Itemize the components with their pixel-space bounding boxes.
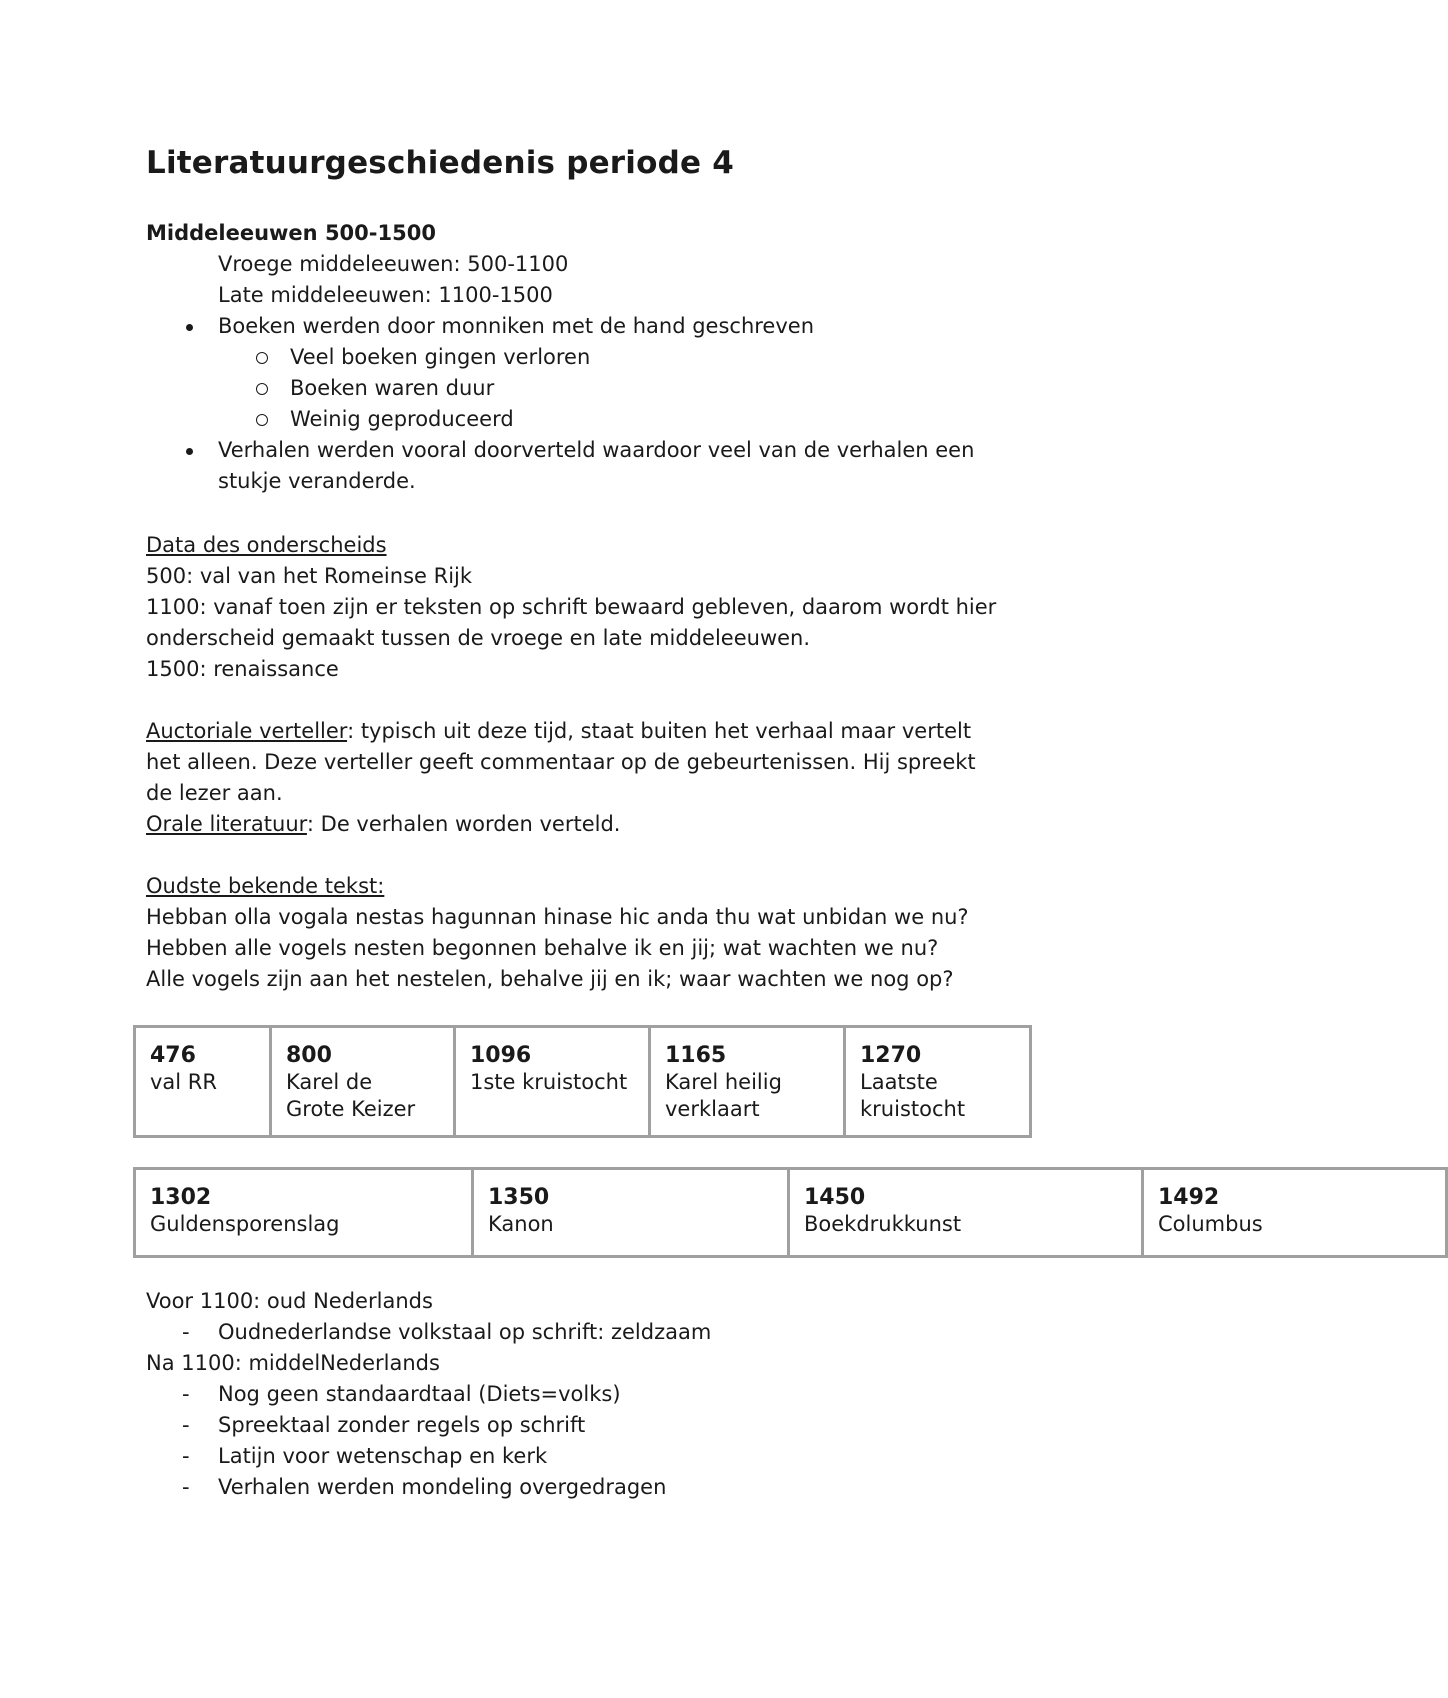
section-heading: Middeleeuwen 500-1500 xyxy=(146,221,436,245)
sub-bullet-text: Weinig geproduceerd xyxy=(290,407,514,431)
section-oudste-tekst xyxy=(146,871,1106,995)
timeline-event: Karel heilig xyxy=(665,1070,782,1094)
sub-bullet-item xyxy=(146,404,1106,435)
dash-bullet: - xyxy=(182,1320,190,1344)
sub-bullet-text: Boeken waren duur xyxy=(290,376,495,400)
data-line: 500: val van het Romeinse Rijk xyxy=(146,564,473,588)
orale-line xyxy=(146,809,1106,840)
taal-heading-voor: Voor 1100: oud Nederlands xyxy=(146,1289,433,1313)
timeline-event: kruistocht xyxy=(860,1097,966,1121)
dash-item xyxy=(146,1441,1106,1472)
bullet-item xyxy=(146,311,1106,342)
oudste-line: Alle vogels zijn aan het nestelen, behalve jij en ik; waar wachten we nog op? xyxy=(146,967,954,991)
data-line: onderscheid gemaakt tussen de vroege en late middeleeuwen. xyxy=(146,626,811,650)
dash-item-text: Oudnederlandse volkstaal op schrift: zeldzaam xyxy=(218,1320,712,1344)
dash-item xyxy=(146,1410,1106,1441)
verteller-line xyxy=(146,716,1106,747)
timeline-event: Grote Keizer xyxy=(286,1097,416,1121)
bullet-item xyxy=(146,435,1106,466)
timeline-event: Boekdrukkunst xyxy=(804,1212,962,1236)
term-orale-literatuur: Orale literatuur xyxy=(146,812,307,836)
bullet-text: Boeken werden door monniken met de hand geschreven xyxy=(218,314,814,338)
oudste-line: Hebban olla vogala nestas hagunnan hinase hic anda thu wat unbidan we nu? xyxy=(146,905,969,929)
bullet-icon xyxy=(186,448,193,455)
dash-item-text: Nog geen standaardtaal (Diets=volks) xyxy=(218,1382,621,1406)
late-period: Late middeleeuwen: 1100-1500 xyxy=(218,283,553,307)
data-line: 1500: renaissance xyxy=(146,657,339,681)
bullet-icon xyxy=(186,324,193,331)
early-period: Vroege middeleeuwen: 500-1100 xyxy=(218,252,569,276)
verteller-line: de lezer aan. xyxy=(146,781,283,805)
dash-bullet: - xyxy=(182,1444,190,1468)
data-line: 1100: vanaf toen zijn er teksten op schrift bewaard gebleven, daarom wordt hier xyxy=(146,595,997,619)
timeline-event: Columbus xyxy=(1158,1212,1263,1236)
dash-bullet: - xyxy=(182,1382,190,1406)
sub-bullet-text: Veel boeken gingen verloren xyxy=(290,345,591,369)
timeline-event: Karel de xyxy=(286,1070,373,1094)
circle-bullet-icon xyxy=(256,414,268,426)
section-middeleeuwen xyxy=(146,218,1106,497)
dash-item-text: Latijn voor wetenschap en kerk xyxy=(218,1444,548,1468)
dash-item xyxy=(146,1317,1106,1348)
timeline-table-1 xyxy=(133,1025,1032,1138)
bullet-text-continued: stukje veranderde. xyxy=(218,469,416,493)
dash-item-text: Verhalen werden mondeling overgedragen xyxy=(218,1475,667,1499)
timeline-cell xyxy=(473,1169,789,1257)
timeline-year: 800 xyxy=(286,1043,332,1068)
sub-bullet-item xyxy=(146,373,1106,404)
timeline-event: verklaart xyxy=(665,1097,760,1121)
timeline-table-2 xyxy=(133,1167,1448,1258)
taal-heading-na: Na 1100: middelNederlands xyxy=(146,1351,440,1375)
term-auctoriale-verteller: Auctoriale verteller xyxy=(146,719,348,743)
timeline-event: Guldensporenslag xyxy=(150,1212,340,1236)
timeline-cell xyxy=(789,1169,1143,1257)
data-heading: Data des onderscheids xyxy=(146,533,387,557)
term-definition: : typisch uit deze tijd, staat buiten het verhaal maar vertelt xyxy=(347,719,972,743)
timeline-event: 1ste kruistocht xyxy=(470,1070,628,1094)
dash-item xyxy=(146,1472,1106,1503)
timeline-year: 1302 xyxy=(150,1185,212,1210)
dash-bullet: - xyxy=(182,1413,190,1437)
dash-item xyxy=(146,1379,1106,1410)
timeline-row xyxy=(135,1169,1447,1257)
timeline-cell xyxy=(650,1027,845,1137)
circle-bullet-icon xyxy=(256,352,268,364)
oudste-heading: Oudste bekende tekst: xyxy=(146,874,385,898)
oudste-line: Hebben alle vogels nesten begonnen behalve ik en jij; wat wachten we nu? xyxy=(146,936,939,960)
timeline-year: 476 xyxy=(150,1043,196,1068)
section-taal xyxy=(146,1286,1106,1503)
timeline-cell xyxy=(845,1027,1031,1137)
timeline-cell xyxy=(135,1169,473,1257)
term-definition: : De verhalen worden verteld. xyxy=(306,812,621,836)
timeline-year: 1165 xyxy=(665,1043,727,1068)
timeline-cell xyxy=(1143,1169,1447,1257)
timeline-cell xyxy=(455,1027,650,1137)
timeline-year: 1096 xyxy=(470,1043,532,1068)
timeline-year: 1350 xyxy=(488,1185,550,1210)
sub-bullet-item xyxy=(146,342,1106,373)
timeline-event: val RR xyxy=(150,1070,217,1094)
timeline-event: Laatste xyxy=(860,1070,938,1094)
timeline-event: Kanon xyxy=(488,1212,554,1236)
timeline-cell xyxy=(135,1027,271,1137)
timeline-year: 1450 xyxy=(804,1185,866,1210)
dash-item-text: Spreektaal zonder regels op schrift xyxy=(218,1413,586,1437)
section-verteller xyxy=(146,716,1106,840)
section-data xyxy=(146,530,1106,685)
page-title: Literatuurgeschiedenis periode 4 xyxy=(146,145,734,181)
timeline-year: 1492 xyxy=(1158,1185,1220,1210)
timeline-row xyxy=(135,1027,1031,1137)
timeline-cell xyxy=(271,1027,455,1137)
bullet-text: Verhalen werden vooral doorverteld waardoor veel van de verhalen een xyxy=(218,438,975,462)
circle-bullet-icon xyxy=(256,383,268,395)
timeline-year: 1270 xyxy=(860,1043,922,1068)
dash-bullet: - xyxy=(182,1475,190,1499)
verteller-line: het alleen. Deze verteller geeft commentaar op de gebeurtenissen. Hij spreekt xyxy=(146,750,976,774)
